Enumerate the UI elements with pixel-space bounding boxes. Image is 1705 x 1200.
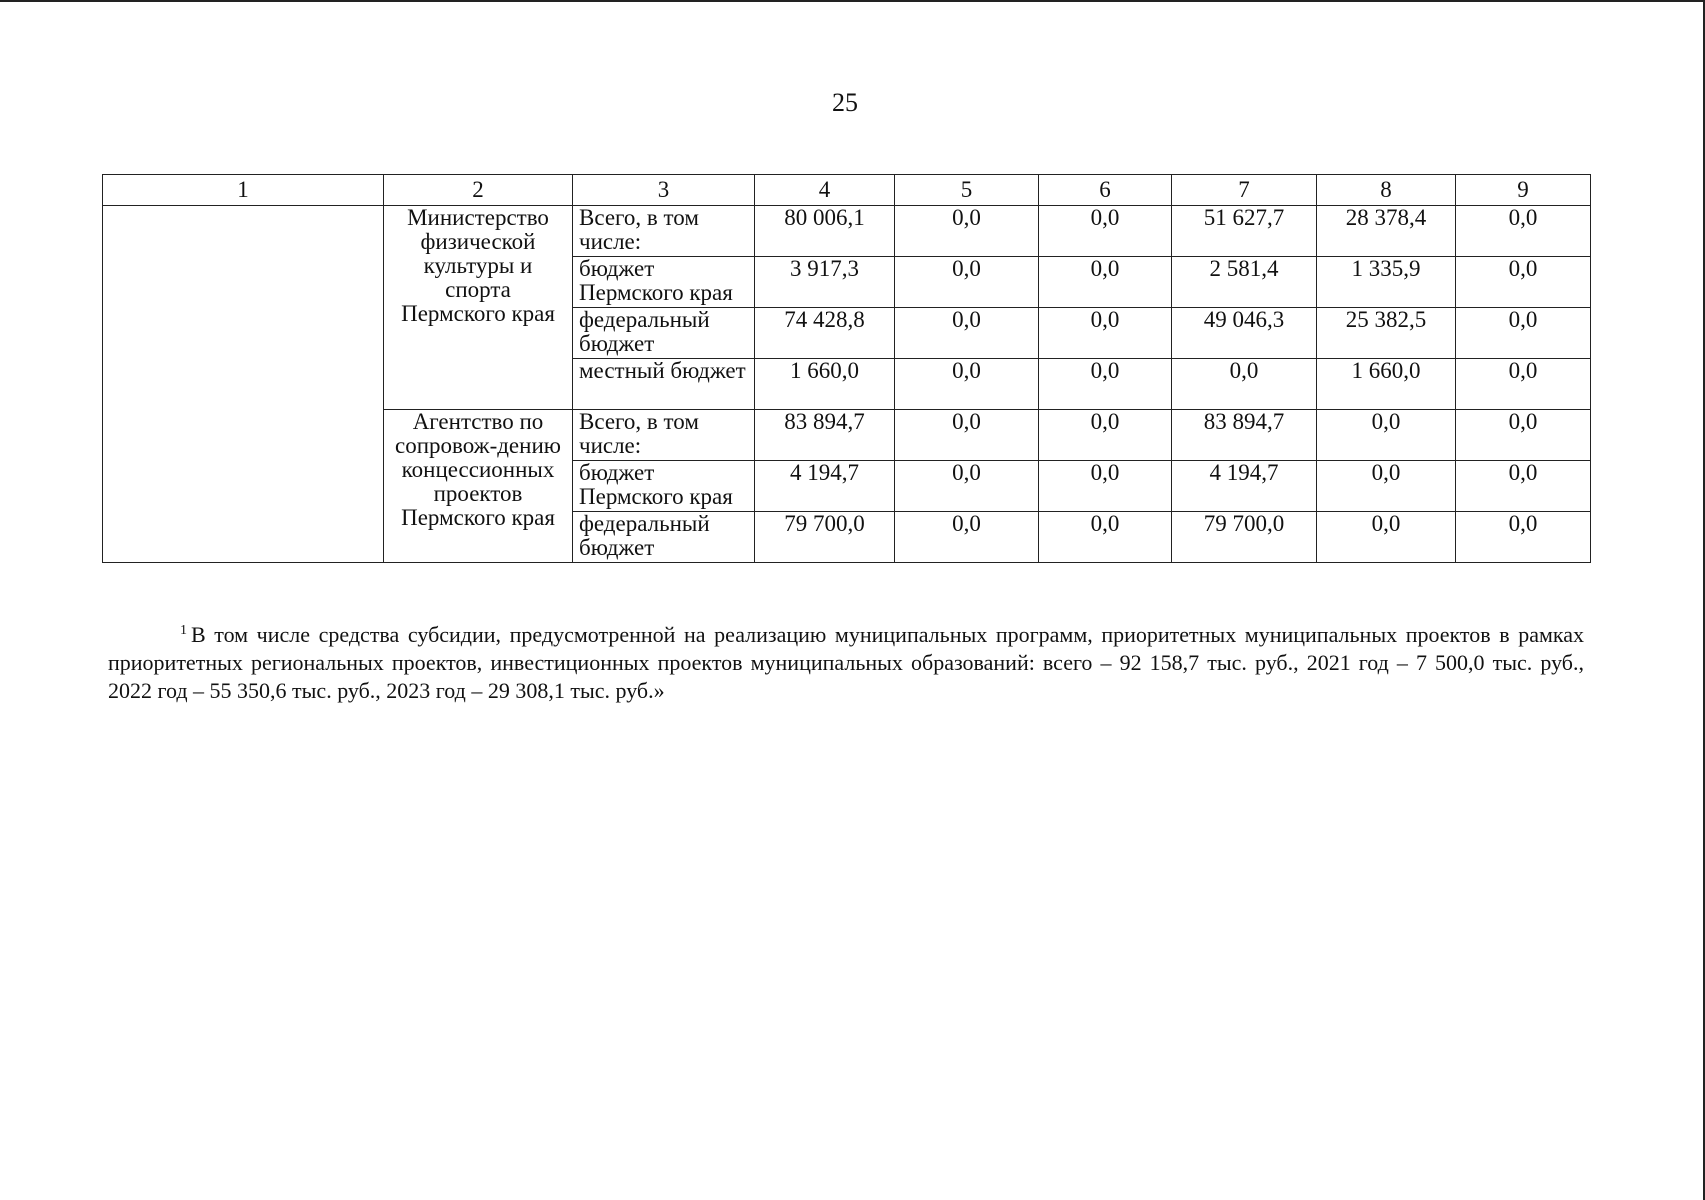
column-header: 2 (384, 175, 573, 206)
footnote-marker: 1 (180, 623, 187, 638)
value-cell: 0,0 (1039, 257, 1172, 308)
funding-type-cell: бюджет Пермского края (573, 257, 755, 308)
value-cell: 0,0 (1039, 410, 1172, 461)
organization-cell: Министерство физической культуры и спорта Пермского края (384, 206, 573, 410)
value-cell: 1 335,9 (1317, 257, 1456, 308)
value-cell: 0,0 (895, 410, 1039, 461)
value-cell: 83 894,7 (755, 410, 895, 461)
value-cell: 3 917,3 (755, 257, 895, 308)
value-cell: 0,0 (895, 308, 1039, 359)
value-cell: 74 428,8 (755, 308, 895, 359)
value-cell: 1 660,0 (755, 359, 895, 410)
value-cell: 0,0 (1456, 206, 1591, 257)
value-cell: 0,0 (895, 257, 1039, 308)
value-cell: 0,0 (1317, 512, 1456, 563)
value-cell: 0,0 (1456, 410, 1591, 461)
column-header: 9 (1456, 175, 1591, 206)
value-cell: 83 894,7 (1172, 410, 1317, 461)
value-cell: 1 660,0 (1317, 359, 1456, 410)
value-cell: 25 382,5 (1317, 308, 1456, 359)
value-cell: 0,0 (895, 359, 1039, 410)
value-cell: 0,0 (1317, 461, 1456, 512)
funding-type-cell: местный бюджет (573, 359, 755, 410)
column-header: 1 (103, 175, 384, 206)
value-cell: 0,0 (895, 512, 1039, 563)
value-cell: 0,0 (1039, 206, 1172, 257)
value-cell: 79 700,0 (1172, 512, 1317, 563)
table-row (103, 206, 1591, 257)
funding-type-cell: федеральный бюджет (573, 308, 755, 359)
funding-type-cell: федеральный бюджет (573, 512, 755, 563)
column-header: 8 (1317, 175, 1456, 206)
value-cell: 4 194,7 (755, 461, 895, 512)
value-cell: 79 700,0 (755, 512, 895, 563)
value-cell: 2 581,4 (1172, 257, 1317, 308)
footnote-text: В том числе средства субсидии, предусмотренной на реализацию муниципальных программ, приоритетных муниципальных проектов в рамках приоритетных региональных проектов, инвестиционных проектов муниципальных образований: всего – 92 158,7 тыс. руб., 2021 год – 7 500,0 тыс. руб., 2022 год – 55 350,6 тыс. руб., 2023 год – 29 308,1 тыс. руб.» (108, 622, 1584, 703)
value-cell: 0,0 (1456, 359, 1591, 410)
funding-type-cell: Всего, в том числе: (573, 206, 755, 257)
value-cell: 0,0 (1317, 410, 1456, 461)
value-cell: 0,0 (1172, 359, 1317, 410)
value-cell: 0,0 (1039, 308, 1172, 359)
value-cell: 0,0 (1456, 461, 1591, 512)
value-cell: 28 378,4 (1317, 206, 1456, 257)
value-cell: 80 006,1 (755, 206, 895, 257)
value-cell: 0,0 (1039, 359, 1172, 410)
budget-table (102, 174, 1591, 563)
footnote (108, 617, 1584, 705)
column-header: 7 (1172, 175, 1317, 206)
column-header: 6 (1039, 175, 1172, 206)
value-cell: 49 046,3 (1172, 308, 1317, 359)
column-header: 5 (895, 175, 1039, 206)
value-cell: 0,0 (895, 206, 1039, 257)
column-header: 4 (755, 175, 895, 206)
funding-type-cell: бюджет Пермского края (573, 461, 755, 512)
value-cell: 4 194,7 (1172, 461, 1317, 512)
column-header: 3 (573, 175, 755, 206)
value-cell: 0,0 (1456, 257, 1591, 308)
value-cell: 0,0 (1456, 308, 1591, 359)
value-cell: 0,0 (1456, 512, 1591, 563)
value-cell: 51 627,7 (1172, 206, 1317, 257)
value-cell: 0,0 (1039, 461, 1172, 512)
funding-type-cell: Всего, в том числе: (573, 410, 755, 461)
page-number: 25 (832, 88, 858, 117)
value-cell: 0,0 (1039, 512, 1172, 563)
organization-cell: Агентство по сопровож-дению концессионных проектов Пермского края (384, 410, 573, 563)
table-header-row (103, 175, 1591, 206)
empty-cell-col-1 (103, 206, 384, 563)
value-cell: 0,0 (895, 461, 1039, 512)
